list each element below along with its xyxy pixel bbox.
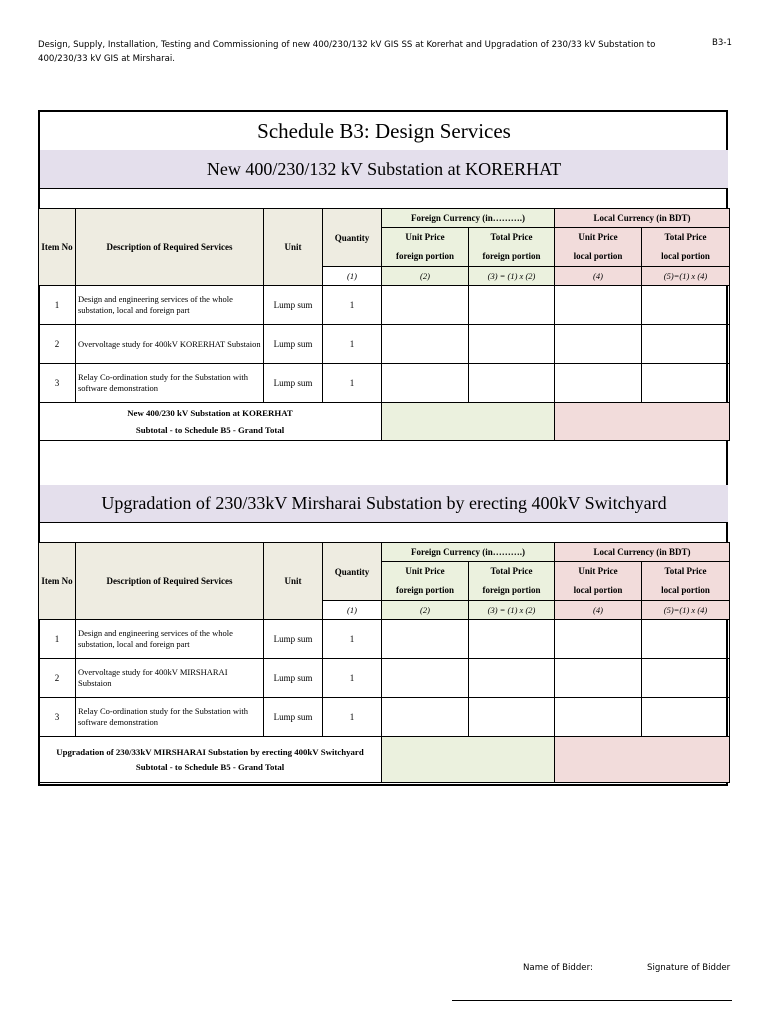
- foreign-unit-price-cell[interactable]: [382, 325, 469, 364]
- section-heading-korerhat: New 400/230/132 kV Substation at KORERHAT: [40, 150, 728, 188]
- local-subtotal-cell[interactable]: [555, 737, 730, 783]
- subtotal-row: [39, 737, 730, 783]
- subtotal-label: New 400/230 kV Substation at KORERHAT Subtotal - to Schedule B5 - Grand Total: [39, 403, 382, 441]
- quantity-cell: 1: [323, 698, 382, 737]
- column-header-local-unit-price: Unit Price local portion: [555, 562, 642, 601]
- column-header-quantity: Quantity: [323, 543, 382, 601]
- local-subtotal-cell[interactable]: [555, 403, 730, 441]
- column-header-foreign-unit-price: Unit Price foreign portion: [382, 228, 469, 267]
- column-ref: (4): [555, 601, 642, 620]
- service-description: Design and engineering services of the whole substation, local and foreign part: [76, 286, 264, 325]
- unit-cell: Lump sum: [264, 325, 323, 364]
- column-header-unit: Unit: [264, 209, 323, 286]
- document-header: Design, Supply, Installation, Testing and Commissioning of new 400/230/132 kV GIS SS at Korerhat and Upgradation of 230/33 kV Substation to 400/230/33 kV GIS at Mirsharai.: [38, 40, 656, 64]
- column-header-local-currency: Local Currency (in BDT): [555, 209, 730, 228]
- foreign-total-price-cell[interactable]: [469, 286, 555, 325]
- quantity-cell: 1: [323, 364, 382, 403]
- column-header-foreign-total-price: Total Price foreign portion: [469, 228, 555, 267]
- quantity-cell: 1: [323, 325, 382, 364]
- column-ref: (3) = (1) x (2): [469, 267, 555, 286]
- local-total-price-cell[interactable]: [642, 659, 730, 698]
- column-header-description: Description of Required Services: [76, 209, 264, 286]
- foreign-unit-price-cell[interactable]: [382, 659, 469, 698]
- schedule-table-korerhat: [38, 208, 730, 441]
- unit-cell: Lump sum: [264, 659, 323, 698]
- divider: [40, 188, 728, 189]
- signature-of-bidder-label: Signature of Bidder: [647, 963, 731, 973]
- foreign-total-price-cell[interactable]: [469, 620, 555, 659]
- foreign-unit-price-cell[interactable]: [382, 364, 469, 403]
- foreign-subtotal-cell[interactable]: [382, 403, 555, 441]
- local-total-price-cell[interactable]: [642, 620, 730, 659]
- column-header-foreign-currency: Foreign Currency (in……….): [382, 543, 555, 562]
- column-ref: (2): [382, 601, 469, 620]
- local-total-price-cell[interactable]: [642, 698, 730, 737]
- item-number: 2: [39, 325, 76, 364]
- column-header-unit: Unit: [264, 543, 323, 620]
- name-of-bidder-label: Name of Bidder:: [523, 963, 593, 973]
- column-ref: (5)=(1) x (4): [642, 601, 730, 620]
- foreign-unit-price-cell[interactable]: [382, 698, 469, 737]
- local-unit-price-cell[interactable]: [555, 659, 642, 698]
- column-ref: (2): [382, 267, 469, 286]
- column-header-local-unit-price: Unit Price local portion: [555, 228, 642, 267]
- column-ref: (5)=(1) x (4): [642, 267, 730, 286]
- column-header-item: Item No: [39, 209, 76, 286]
- subtotal-label: Upgradation of 230/33kV MIRSHARAI Substation by erecting 400kV Switchyard Subtotal - to Schedule B5 - Grand Total: [39, 737, 382, 783]
- section-heading-mirsharai: Upgradation of 230/33kV Mirsharai Substation by erecting 400kV Switchyard: [40, 485, 728, 522]
- item-number: 1: [39, 286, 76, 325]
- page-number: B3-1: [712, 38, 732, 48]
- local-total-price-cell[interactable]: [642, 364, 730, 403]
- quantity-cell: 1: [323, 286, 382, 325]
- local-unit-price-cell[interactable]: [555, 364, 642, 403]
- column-ref: (3) = (1) x (2): [469, 601, 555, 620]
- foreign-unit-price-cell[interactable]: [382, 620, 469, 659]
- column-ref: (1): [323, 267, 382, 286]
- table-row: [39, 620, 730, 659]
- item-number: 3: [39, 364, 76, 403]
- quantity-cell: 1: [323, 620, 382, 659]
- service-description: Relay Co-ordination study for the Substation with software demonstration: [76, 364, 264, 403]
- column-header-foreign-unit-price: Unit Price foreign portion: [382, 562, 469, 601]
- local-unit-price-cell[interactable]: [555, 698, 642, 737]
- service-description: Overvoltage study for 400kV MIRSHARAI Substaion: [76, 659, 264, 698]
- schedule-table-mirsharai: [38, 542, 730, 783]
- subtotal-row: [39, 403, 730, 441]
- column-header-description: Description of Required Services: [76, 543, 264, 620]
- foreign-total-price-cell[interactable]: [469, 364, 555, 403]
- table-row: [39, 659, 730, 698]
- schedule-title: Schedule B3: Design Services: [257, 119, 511, 143]
- column-header-foreign-total-price: Total Price foreign portion: [469, 562, 555, 601]
- local-unit-price-cell[interactable]: [555, 325, 642, 364]
- foreign-subtotal-cell[interactable]: [382, 737, 555, 783]
- service-description: Relay Co-ordination study for the Substation with software demonstration: [76, 698, 264, 737]
- service-description: Design and engineering services of the whole substation, local and foreign part: [76, 620, 264, 659]
- service-description: Overvoltage study for 400kV KORERHAT Substaion: [76, 325, 264, 364]
- quantity-cell: 1: [323, 659, 382, 698]
- unit-cell: Lump sum: [264, 364, 323, 403]
- column-header-local-currency: Local Currency (in BDT): [555, 543, 730, 562]
- item-number: 1: [39, 620, 76, 659]
- local-unit-price-cell[interactable]: [555, 620, 642, 659]
- item-number: 2: [39, 659, 76, 698]
- unit-cell: Lump sum: [264, 698, 323, 737]
- item-number: 3: [39, 698, 76, 737]
- table-row: [39, 325, 730, 364]
- table-row: [39, 286, 730, 325]
- column-header-local-total-price: Total Price local portion: [642, 228, 730, 267]
- unit-cell: Lump sum: [264, 620, 323, 659]
- column-header-foreign-currency: Foreign Currency (in……….): [382, 209, 555, 228]
- foreign-total-price-cell[interactable]: [469, 659, 555, 698]
- column-ref: (4): [555, 267, 642, 286]
- foreign-total-price-cell[interactable]: [469, 325, 555, 364]
- column-ref: (1): [323, 601, 382, 620]
- column-header-local-total-price: Total Price local portion: [642, 562, 730, 601]
- local-unit-price-cell[interactable]: [555, 286, 642, 325]
- table-row: [39, 698, 730, 737]
- foreign-unit-price-cell[interactable]: [382, 286, 469, 325]
- divider: [40, 522, 728, 523]
- column-header-item: Item No: [39, 543, 76, 620]
- local-total-price-cell[interactable]: [642, 286, 730, 325]
- column-header-quantity: Quantity: [323, 209, 382, 267]
- foreign-total-price-cell[interactable]: [469, 698, 555, 737]
- table-row: [39, 364, 730, 403]
- signature-line: [452, 1000, 732, 1001]
- unit-cell: Lump sum: [264, 286, 323, 325]
- local-total-price-cell[interactable]: [642, 325, 730, 364]
